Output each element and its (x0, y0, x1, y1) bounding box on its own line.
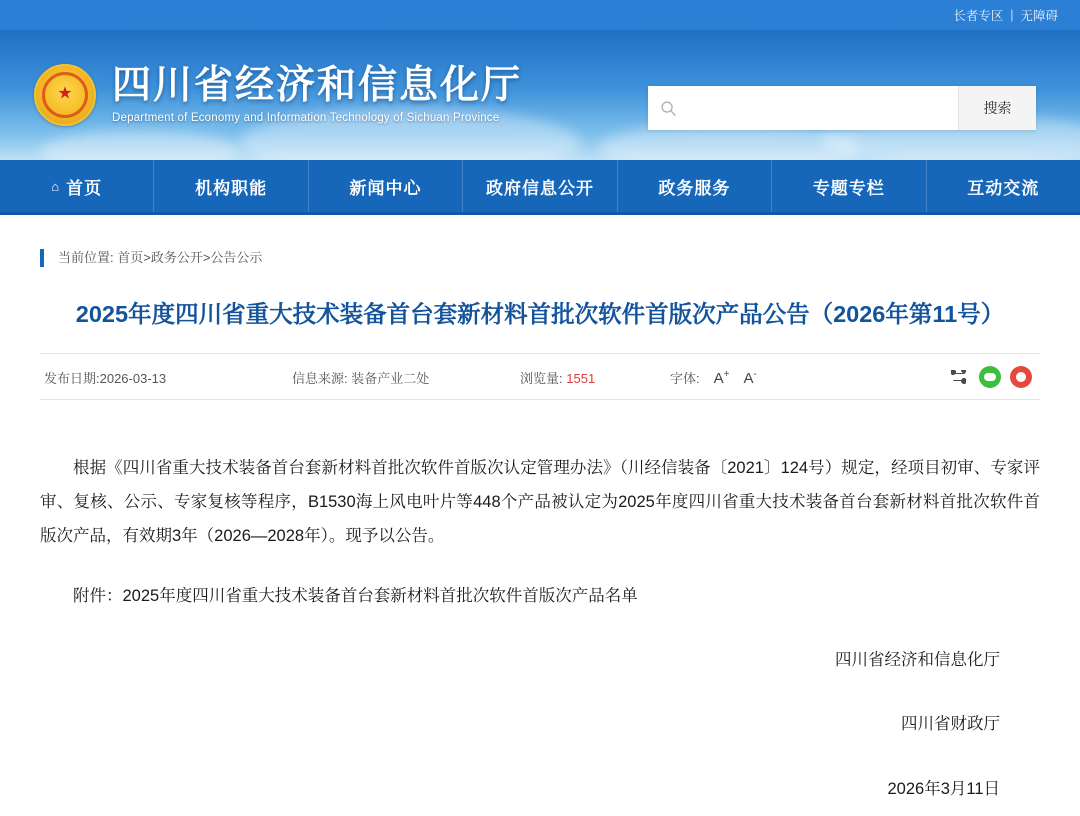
article-body (40, 452, 1040, 613)
info-source-value: 装备产业二处 (351, 371, 430, 387)
info-source (292, 368, 520, 387)
font-size-label: 字体: (670, 371, 700, 387)
wechat-icon[interactable] (979, 366, 1001, 388)
info-source-label: 信息来源: (292, 371, 348, 387)
article-paragraph: 根据《四川省重大技术装备首台套新材料首批次软件首版次认定管理办法》（川经信装备〔2021〕124号）规定，经项目初审、专家评审、复核、公示、专家复核等程序，B1530海上风电叶片等448个产品被认定为2025年度四川省重大技术装备首台套新材料首批次软件首版次产品，有效期3年（2026—2028年）。现予以公告。 (40, 459, 1040, 545)
publish-date: 发布日期:2026-03-13 (44, 371, 167, 387)
cloud-decoration (40, 130, 240, 160)
site-title-cn: 四川省经济和信息化厅 (112, 63, 523, 107)
nav-underline (0, 212, 1080, 215)
elder-zone-link[interactable]: 长者专区 (953, 9, 1004, 23)
breadcrumb[interactable]: 当前位置: 首页>政务公开>公告公示 (40, 249, 1040, 267)
view-count (520, 368, 670, 387)
emblem-star: ★ (57, 83, 73, 103)
search-box[interactable] (648, 86, 1036, 130)
main-navigation (0, 160, 1080, 212)
font-increase-button[interactable]: A+ (713, 368, 730, 387)
font-size-controls (670, 368, 757, 387)
nav-item-functions[interactable]: 机构职能 (154, 160, 308, 212)
nav-item-gov-services[interactable]: 政务服务 (618, 160, 772, 212)
font-decrease-button[interactable]: A- (743, 368, 757, 387)
top-utility-bar (0, 0, 1080, 30)
meta-divider (40, 399, 1040, 400)
topbar-separator: | (1010, 8, 1014, 22)
signoff-org-1: 四川省经济和信息化厅 (835, 650, 1000, 669)
signoff-org-2: 四川省财政厅 (901, 715, 1000, 733)
view-count-value: 1551 (566, 371, 596, 387)
page-title: 2025年度四川省重大技术装备首台套新材料首批次软件首版次产品公告（2026年第11号） (75, 301, 1005, 328)
nav-item-news[interactable]: 新闻中心 (309, 160, 463, 212)
weibo-icon[interactable] (1010, 366, 1032, 388)
signoff-date: 2026年3月11日 (887, 779, 1000, 798)
nav-item-topics[interactable]: 专题专栏 (772, 160, 926, 212)
share-buttons (948, 366, 1032, 388)
accessibility-link[interactable]: 无障碍 (1020, 9, 1058, 23)
nav-label-home: 首页 (66, 178, 103, 198)
search-input[interactable] (685, 86, 958, 130)
search-button[interactable]: 搜索 (958, 86, 1036, 130)
share-icon[interactable] (948, 366, 970, 388)
nav-item-home[interactable] (0, 160, 154, 212)
home-icon: ⌂ (51, 178, 61, 194)
article-signoff (40, 652, 1040, 798)
nav-item-interaction[interactable]: 互动交流 (967, 178, 1040, 198)
search-field-wrap[interactable] (648, 86, 958, 130)
article-meta-bar (40, 353, 1040, 399)
search-icon (660, 100, 677, 117)
site-brand[interactable] (34, 64, 522, 126)
content-area (0, 249, 1080, 797)
site-banner (0, 30, 1080, 160)
site-titles (112, 63, 523, 125)
nav-item-gov-info[interactable]: 政府信息公开 (463, 160, 617, 212)
view-count-label: 浏览量: (520, 371, 563, 387)
national-emblem-icon (34, 64, 96, 126)
attachment-line[interactable]: 附件：2025年度四川省重大技术装备首台套新材料首批次软件首版次产品名单 (73, 586, 638, 605)
site-title-en: Department of Economy and Information Technology of Sichuan Province (112, 112, 500, 125)
